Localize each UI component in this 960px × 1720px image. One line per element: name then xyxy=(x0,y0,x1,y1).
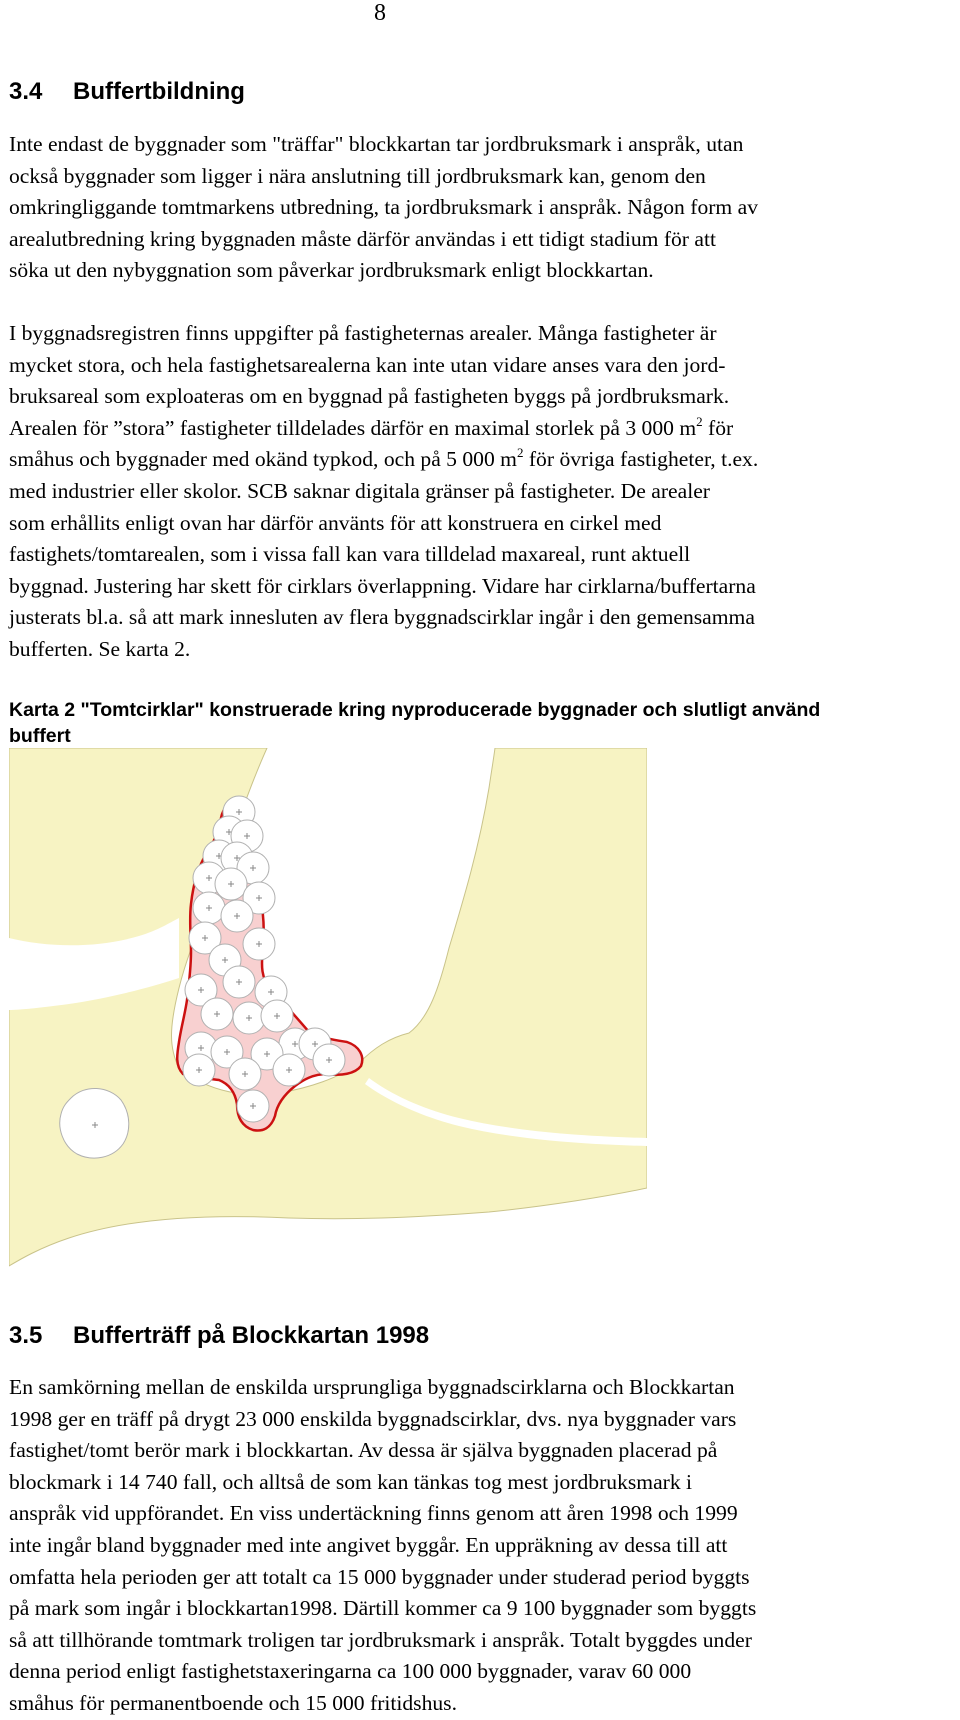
section-number: 3.5 xyxy=(9,1322,43,1349)
caption-line: Karta 2 "Tomtcirklar" konstruerade kring nyproducerade byggnader och slutligt använd xyxy=(9,699,821,721)
text-line: denna period enligt fastighetstaxeringarna ca 100 000 byggnader, varav 60 000 xyxy=(9,1659,692,1684)
text-line xyxy=(9,413,959,445)
text-line: så att tillhörande tomtmark troligen tar jordbruksmark i anspråk. Totalt byggdes under xyxy=(9,1627,752,1652)
text-line: bruksareal som exploateras om en byggnad på fastigheten byggs på jordbruksmark. xyxy=(9,384,730,409)
section-number: 3.4 xyxy=(9,78,43,105)
text-line: söka ut den nybyggnation som påverkar jordbruksmark enligt blockkartan. xyxy=(9,258,654,283)
section-title: Bufferträff på Blockkartan 1998 xyxy=(73,1322,430,1349)
text-line: arealutbredning kring byggnaden måste därför användas i ett tidigt stadium för att xyxy=(9,226,716,251)
page-number: 8 xyxy=(374,0,386,26)
text-line: mycket stora, och hela fastighetsarealerna kan inte utan vidare anses vara den jord- xyxy=(9,352,726,377)
superscript: 2 xyxy=(696,413,703,429)
map-caption xyxy=(9,697,959,749)
text-line: justerats bl.a. så att mark innesluten av flera byggnadscirklar ingår i den gemensamma xyxy=(9,605,755,630)
superscript: 2 xyxy=(516,445,524,461)
section-title: Buffertbildning xyxy=(73,78,245,105)
buffer-map xyxy=(9,748,647,1276)
text-line: inte ingår bland byggnader med inte angivet byggår. En uppräkning av dessa till att xyxy=(9,1532,728,1557)
text-line: En samkörning mellan de enskilda ursprungliga byggnadscirklarna och Blockkartan xyxy=(9,1375,735,1399)
text-line: bufferten. Se karta 2. xyxy=(9,636,191,661)
isolated-buffer-polygon xyxy=(60,1088,129,1158)
text-line: I byggnadsregistren finns uppgifter på fastigheternas arealer. Många fastigheter är xyxy=(9,321,717,345)
text-line: småhus för permanentboende och 15 000 fritidshus. xyxy=(9,1690,457,1715)
text-line: anspråk vid uppförandet. En viss undertäckning finns genom att åren 1998 och 1999 xyxy=(9,1501,738,1526)
section-heading-3-5 xyxy=(9,1322,429,1350)
text-fragment: Arealen för ”stora” fastigheter tilldelades därför en maximal storlek på 3 000 m xyxy=(9,415,697,440)
text-line: omfatta hela perioden ger att totalt ca 15 000 byggnader under studerad period byggts xyxy=(9,1564,750,1589)
paragraph-property-areas xyxy=(9,318,959,666)
section-heading-3-4 xyxy=(9,78,245,106)
text-fragment: för xyxy=(702,415,734,440)
text-line xyxy=(9,444,959,476)
text-line: också byggnader som ligger i nära anslutning till jordbruksmark kan, genom den xyxy=(9,163,706,188)
paragraph-buffer-intro xyxy=(9,129,959,287)
text-line: som erhållits enligt ovan har därför använts för att konstruera en cirkel med xyxy=(9,510,662,535)
text-line: omkringliggande tomtmarkens utbredning, ta jordbruksmark i anspråk. Någon form av xyxy=(9,195,759,220)
text-line: med industrier eller skolor. SCB saknar digitala gränser på fastigheter. De arealer xyxy=(9,478,710,503)
isolated-building xyxy=(60,1088,129,1158)
text-line: på mark som ingår i blockkartan1998. Därtill kommer ca 9 100 byggnader som byggts xyxy=(9,1596,757,1621)
text-fragment: småhus och byggnader med okänd typkod, och på 5 000 m xyxy=(9,447,517,472)
paragraph-buffer-hits xyxy=(9,1372,959,1720)
caption-line: buffert xyxy=(9,725,71,747)
text-line: fastighet/tomt berör mark i blockkartan. Av dessa är själva byggnaden placerad på xyxy=(9,1438,718,1463)
text-line: blockmark i 14 740 fall, och alltså de som kan tänkas tog mest jordbruksmark i xyxy=(9,1469,693,1494)
text-line: fastighets/tomtarealen, som i vissa fall kan vara tilldelad maxareal, runt aktuell xyxy=(9,542,691,567)
text-line: Inte endast de byggnader som "träffar" blockkartan tar jordbruksmark i anspråk, utan xyxy=(9,132,744,156)
text-line: byggnad. Justering har skett för cirklars överlappning. Vidare har cirklarna/buffertarna xyxy=(9,573,756,598)
text-line: 1998 ger en träff på drygt 23 000 enskilda byggnadscirklar, dvs. nya byggnader vars xyxy=(9,1406,737,1431)
text-fragment: för övriga fastigheter, t.ex. xyxy=(523,447,759,472)
